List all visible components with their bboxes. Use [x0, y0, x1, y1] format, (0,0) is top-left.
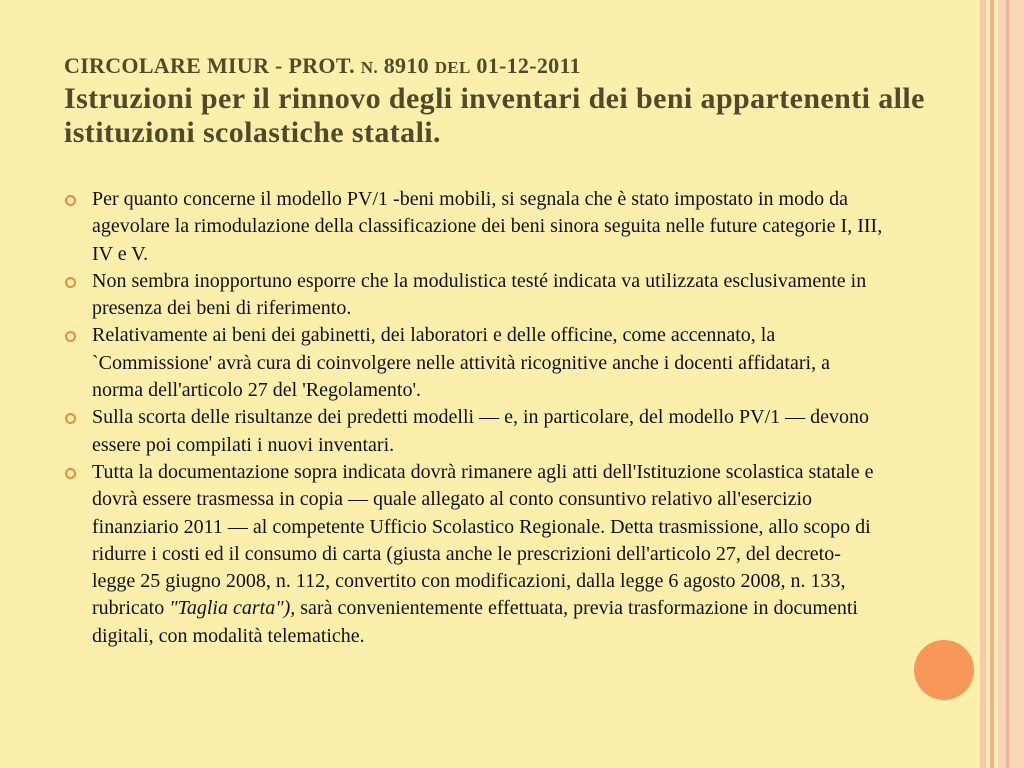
accent-circle: [914, 640, 974, 700]
title-circular-reference: [64, 52, 944, 82]
bullet-list: [64, 186, 884, 650]
bullet-text: Tutta la documentazione sopra indicata dovrà rimanere agli atti dell'Istituzione scolastica statale e dovrà essere trasmessa in copia — quale allegato al conto consuntivo relativo all'esercizio finanziario 2011 — al competente Ufficio Scolastico Regionale. Detta trasmissione, allo scopo di ridurre i costi ed il consumo di carta (giusta anche le prescrizioni dell'articolo 27, del decreto-legge 25 giugno 2008, n. 112, convertito con modificazioni, dalla legge 6 agosto 2008, n. 133, rubricato: [92, 460, 874, 620]
title-ref-date: 01-12-2011: [470, 53, 581, 78]
bullet-circle-icon: [65, 331, 76, 342]
bullet-item: [64, 404, 884, 459]
title-subject: Istruzioni per il rinnovo degli inventari dei beni appartenenti alle istituzioni scolastiche statali.: [64, 82, 925, 149]
decorative-stripe: [1006, 0, 1009, 768]
decorative-stripe: [998, 0, 1024, 768]
bullet-text: Per quanto concerne il modello PV/1 -beni mobili, si segnala che è stato impostato in modo da agevolare la rimodulazione della classificazione dei beni sinora seguita nelle future categorie I, III, IV e V.: [92, 188, 883, 265]
decorative-stripe: [980, 0, 986, 768]
title-ref-small-caps: N.: [360, 58, 378, 77]
bullet-text: Non sembra inopportuno esporre che la modulistica testé indicata va utilizzata esclusivamente in presenza dei beni di riferimento.: [92, 269, 867, 320]
bullet-circle-icon: [65, 468, 76, 479]
bullet-circle-icon: [65, 195, 76, 206]
decorative-stripe: [990, 0, 994, 768]
bullet-text: sarà convenientemente effettuata, previa trasformazione in documenti digitali, con modalità telematiche.: [92, 597, 858, 647]
bullet-circle-icon: [65, 413, 76, 424]
bullet-item: [64, 322, 884, 404]
bullet-item: [64, 459, 884, 650]
bullet-circle-icon: [65, 277, 76, 288]
bullet-text-italic: "Taglia carta"),: [169, 597, 296, 620]
bullet-text: Relativamente ai beni dei gabinetti, dei laboratori e delle officine, come accennato, la `Commissione' avrà cura di coinvolgere nelle attività ricognitive anche i docenti affidatari, a norma dell'articolo 27 del 'Regolamento'.: [92, 324, 830, 402]
bullet-item: [64, 268, 884, 323]
bullet-text: Sulla scorta delle risultanze dei predetti modelli — e, in particolare, del modello PV/1 — devono essere poi compilati i nuovi inventari.: [92, 406, 870, 456]
bullet-item: [64, 186, 884, 268]
slide-title: [64, 52, 944, 150]
title-ref-part: CIRCOLARE MIUR - PROT.: [64, 53, 361, 78]
title-ref-part: 8910: [377, 53, 435, 78]
title-ref-small-caps: DEL: [434, 58, 471, 77]
